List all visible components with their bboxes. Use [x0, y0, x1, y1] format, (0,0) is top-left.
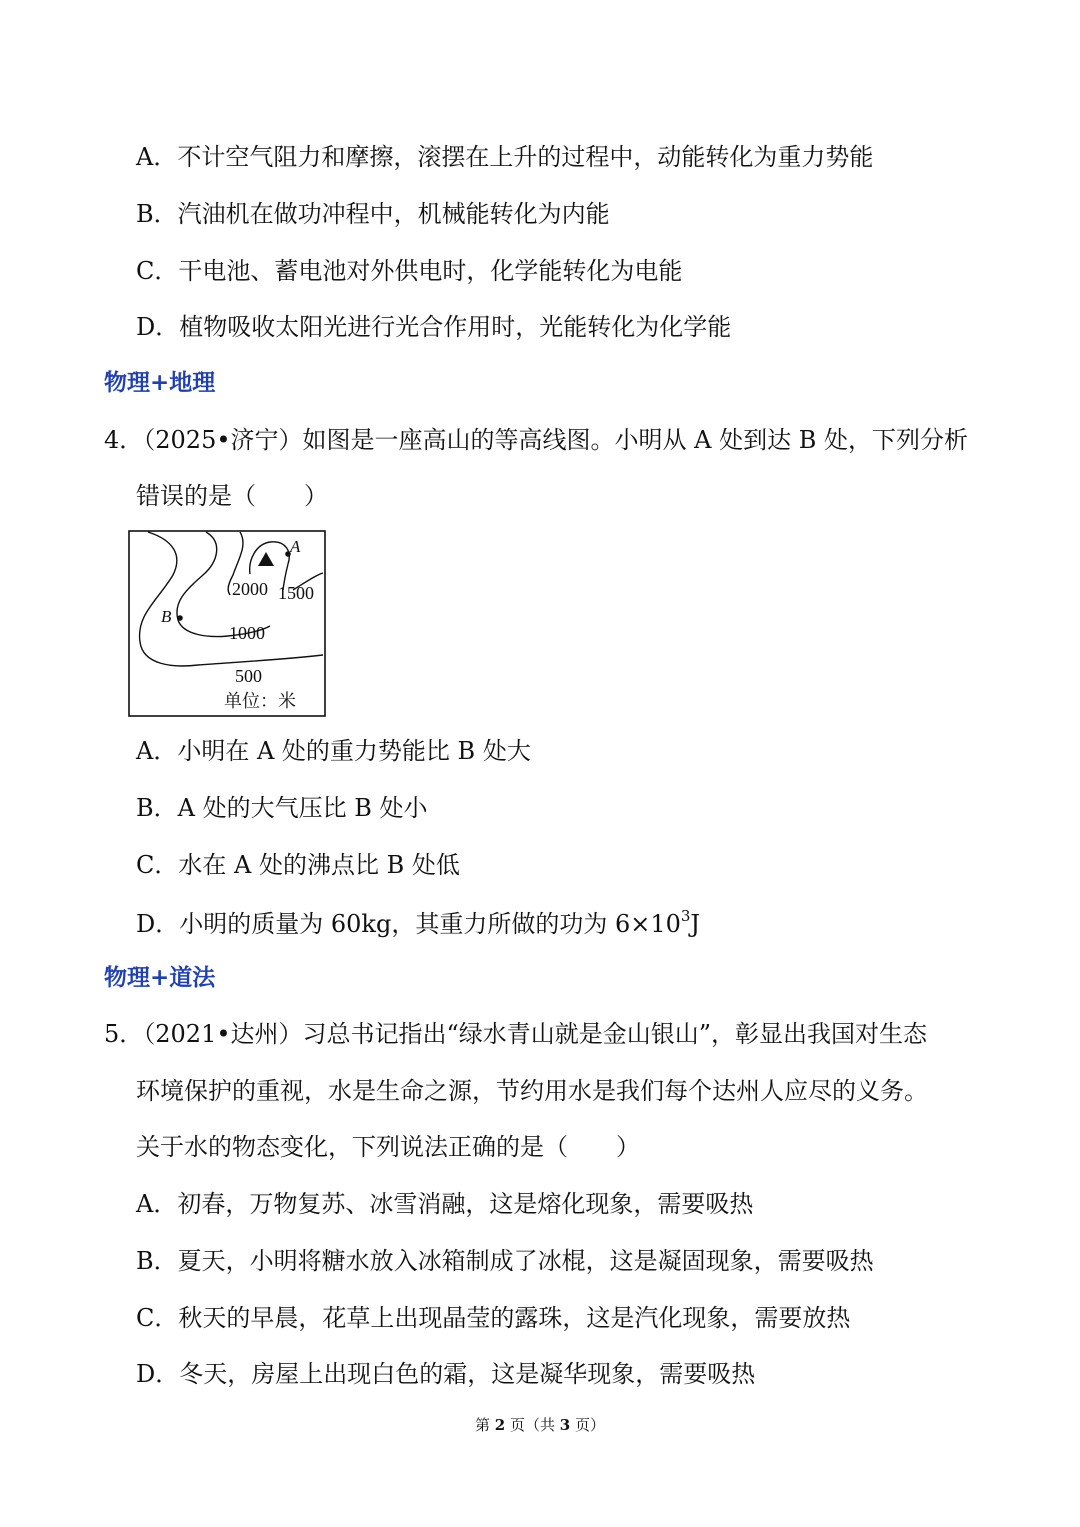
q4-option-a: A．小明在 A 处的重力势能比 B 处大 — [136, 737, 531, 765]
q4-stem-line1: 4．（2025•济宁）如图是一座高山的等高线图。小明从 A 处到达 B 处，下列分析 — [104, 426, 968, 454]
point-a-label: A — [290, 537, 301, 556]
contour-label-500: 500 — [235, 666, 262, 686]
q5-option-d: D．冬天，房屋上出现白色的霜，这是凝华现象，需要吸热 — [136, 1360, 756, 1388]
contour-label-1000: 1000 — [229, 623, 265, 643]
section-heading-physics-geography: 物理+地理 — [104, 369, 216, 396]
q4-option-d-unit: J — [690, 910, 701, 938]
contour-label-2000: 2000 — [232, 579, 268, 599]
q4-stem-line2: 错误的是（ ） — [136, 482, 328, 510]
figure-unit-label: 单位：米 — [224, 691, 296, 711]
q4-option-b: B．A 处的大气压比 B 处小 — [136, 794, 428, 822]
section-heading-physics-ethics: 物理+道法 — [104, 964, 216, 991]
q3-option-b: B．汽油机在做功冲程中，机械能转化为内能 — [136, 200, 610, 228]
q4-option-d-exponent: 3 — [680, 907, 691, 925]
point-b-label: B — [161, 607, 172, 626]
q5-stem-line1: 5．（2021•达州）习总书记指出“绿水青山就是金山银山”，彰显出我国对生态 — [104, 1020, 928, 1048]
q5-option-a: A．初春，万物复苏、冰雪消融，这是熔化现象，需要吸热 — [136, 1190, 754, 1218]
figure-frame — [129, 531, 325, 716]
page-footer — [0, 1414, 1080, 1436]
footer-prefix: 第 — [475, 1416, 495, 1434]
q3-option-a: A．不计空气阻力和摩擦，滚摆在上升的过程中，动能转化为重力势能 — [136, 143, 874, 171]
footer-middle: 页（共 — [505, 1416, 560, 1434]
point-b-dot — [177, 615, 183, 621]
footer-suffix: 页） — [570, 1416, 605, 1434]
contour-map-figure — [128, 530, 326, 718]
q5-stem-line3: 关于水的物态变化，下列说法正确的是（ ） — [136, 1133, 640, 1161]
q3-option-d: D．植物吸收太阳光进行光合作用时，光能转化为化学能 — [136, 313, 732, 341]
q5-stem-line2: 环境保护的重视，水是生命之源，节约用水是我们每个达州人应尽的义务。 — [136, 1077, 928, 1105]
q4-option-d — [136, 908, 700, 940]
footer-page-number: 2 — [494, 1416, 506, 1434]
q5-option-b: B．夏天，小明将糖水放入冰箱制成了冰棍，这是凝固现象，需要吸热 — [136, 1247, 874, 1275]
q4-option-c: C．水在 A 处的沸点比 B 处低 — [136, 851, 460, 879]
q4-option-d-text: D．小明的质量为 60kg，其重力所做的功为 6×10 — [136, 910, 681, 938]
q3-option-c: C．干电池、蓄电池对外供电时，化学能转化为电能 — [136, 257, 683, 285]
footer-total-pages: 3 — [559, 1416, 571, 1434]
q5-option-c: C．秋天的早晨，花草上出现晶莹的露珠，这是汽化现象，需要放热 — [136, 1304, 851, 1332]
contour-label-1500: 1500 — [278, 583, 314, 603]
